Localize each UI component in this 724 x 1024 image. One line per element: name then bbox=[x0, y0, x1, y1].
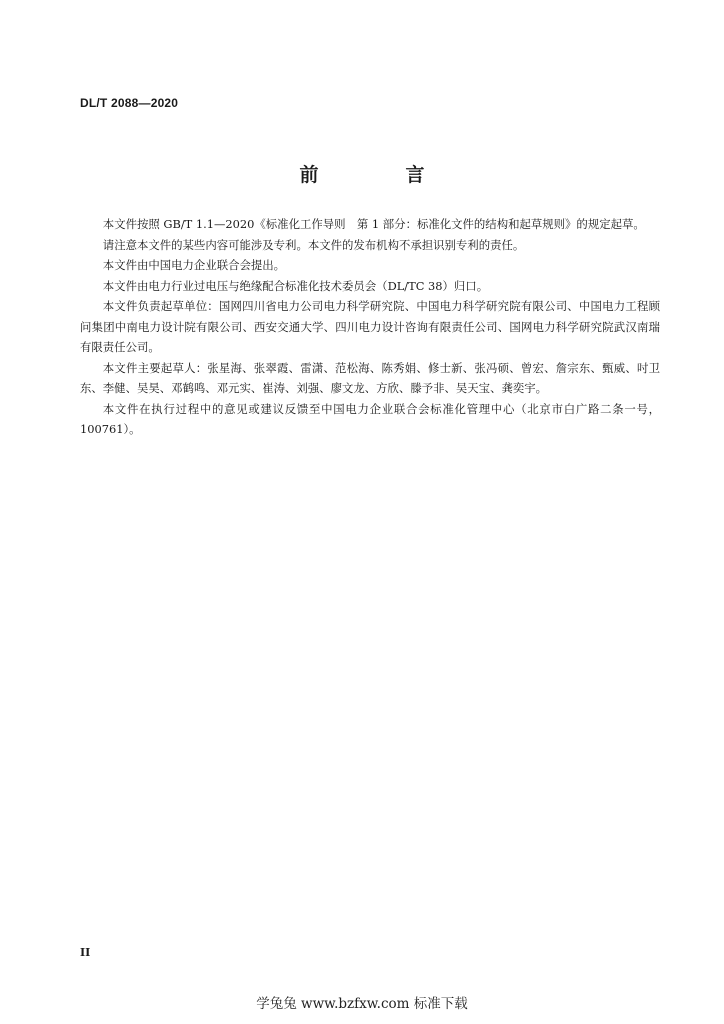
paragraph-patent-notice: 请注意本文件的某些内容可能涉及专利。本文件的发布机构不承担识别专利的责任。 bbox=[102, 237, 525, 252]
paragraph-proposer: 本文件由中国电力企业联合会提出。 bbox=[102, 258, 286, 272]
watermark-link[interactable]: 学兔兔 www.bzfxw.com 标准下载 bbox=[256, 996, 468, 1012]
document-code: DL/T 2088—2020 bbox=[80, 96, 179, 110]
paragraph-drafting-rules: 本文件按照 GB/T 1.1—2020《标准化工作导则 第 1 部分：标准化文件的结构和起草规则》的规定起草。 bbox=[102, 217, 645, 231]
foreword-body bbox=[80, 214, 660, 440]
paragraph-drafters: 本文件主要起草人：张星海、张翠霞、雷潇、范松海、陈秀娟、修士新、张冯硕、曾宏、詹宗东、甄威、吋卫东、李健、吴昊、邓鹤鸣、邓元实、崔涛、刘强、廖文龙、方欣、滕予非、吴天宝、龚奕宇。 bbox=[80, 360, 660, 395]
paragraph-feedback: 本文件在执行过程中的意见或建议反馈至中国电力企业联合会标准化管理中心（北京市白广路二条一号，100761）。 bbox=[80, 401, 660, 436]
page-title: 前 言 bbox=[299, 164, 459, 186]
page-number: II bbox=[80, 946, 91, 959]
paragraph-drafting-units: 本文件负责起草单位：国网四川省电力公司电力科学研究院、中国电力科学研究院有限公司、中国电力工程顾问集团中南电力设计院有限公司、西安交通大学、四川电力设计咨询有限责任公司、国网电力科学研究院武汉南瑞有限责任公司。 bbox=[80, 299, 660, 354]
paragraph-committee: 本文件由电力行业过电压与绝缘配合标准化技术委员会（DL/TC 38）归口。 bbox=[102, 278, 489, 293]
